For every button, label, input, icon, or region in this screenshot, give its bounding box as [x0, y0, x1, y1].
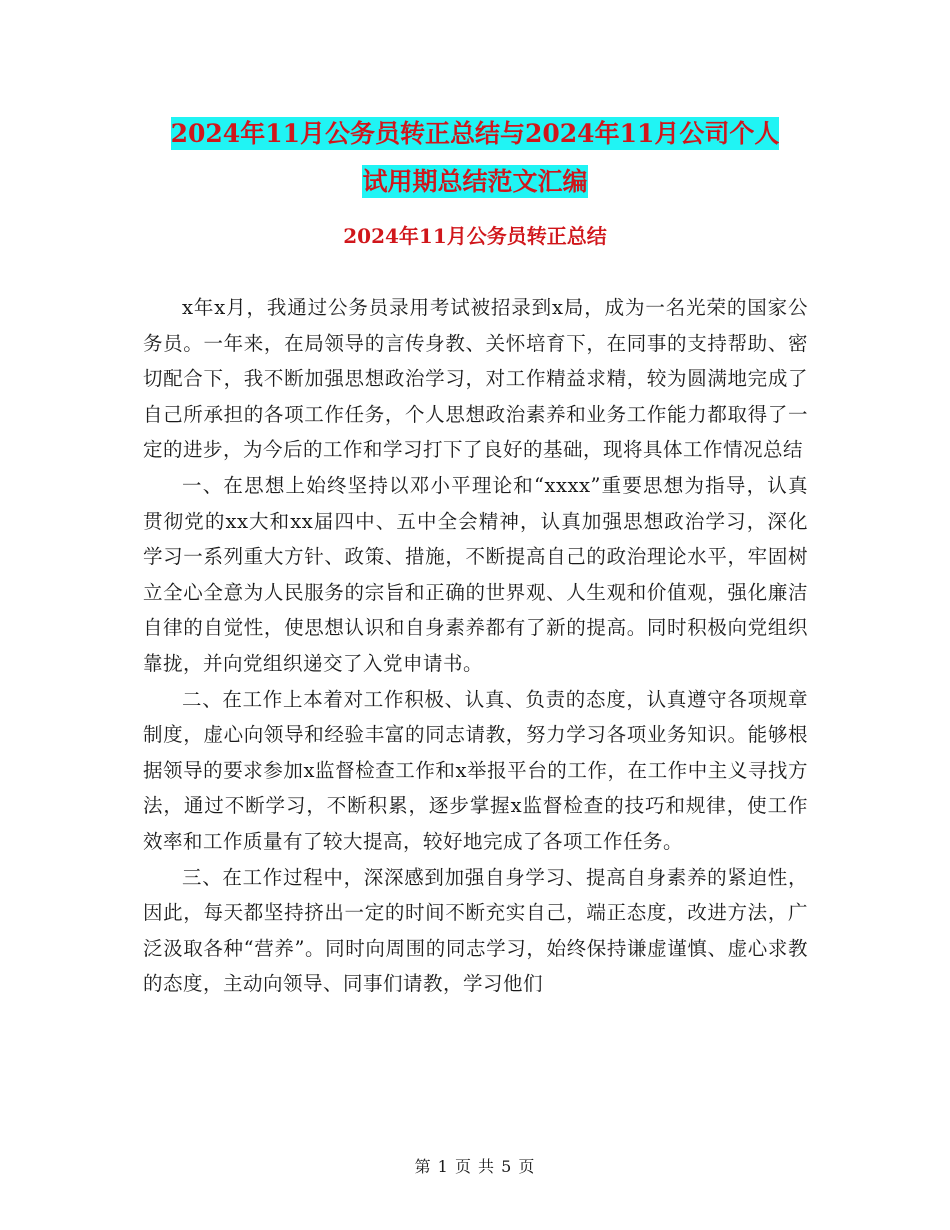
document-title-line2: 试用期总结范文汇编 [362, 167, 588, 196]
document-body [143, 290, 808, 1002]
paragraph-two: 二、在工作上本着对工作积极、认真、负责的态度，认真遵守各项规章制度，虚心向领导和经验丰富的同志请教，努力学习各项业务知识。能够根据领导的要求参加x监督检查工作和x举报平台的工作，在工作中主义寻找方法，通过不断学习，不断积累，逐步掌握x监督检查的技巧和规律，使工作效率和工作质量有了较大提高，较好地完成了各项工作任务。 [143, 687, 808, 853]
paragraph-one: 一、在思想上始终坚持以邓小平理论和“xxxx”重要思想为指导，认真贯彻党的xx大和xx届四中、五中全会精神，认真加强思想政治学习，深化学习一系列重大方针、政策、措施，不断提高自己的政治理论水平，牢固树立全心全意为人民服务的宗旨和正确的世界观、人生观和价值观，强化廉洁自律的自觉性，使思想认识和自身素养都有了新的提高。同时积极向党组织靠拢，并向党组织递交了入党申请书。 [143, 473, 808, 675]
page-footer: 第 1 页 共 5 页 [414, 1157, 536, 1176]
document-title [120, 110, 830, 206]
paragraph-intro: x年x月，我通过公务员录用考试被招录到x局，成为一名光荣的国家公务员。一年来，在局领导的言传身教、关怀培育下，在同事的支持帮助、密切配合下，我不断加强思想政治学习，对工作精益求精，较为圆满地完成了自己所承担的各项工作任务，个人思想政治素养和业务工作能力都取得了一定的进步，为今后的工作和学习打下了良好的基础，现将具体工作情况总结 [143, 296, 808, 462]
document-title-line1: 2024年11月公务员转正总结与2024年11月公司个人 [170, 119, 780, 148]
section-title: 2024年11月公务员转正总结 [343, 224, 607, 248]
paragraph-three: 三、在工作过程中，深深感到加强自身学习、提高自身素养的紧迫性，因此，每天都坚持挤出一定的时间不断充实自己，端正态度，改进方法，广泛汲取各种“营养”。同时向周围的同志学习，始终保持谦虚谨慎、虚心求教的态度，主动向领导、同事们请教，学习他们 [143, 865, 808, 996]
